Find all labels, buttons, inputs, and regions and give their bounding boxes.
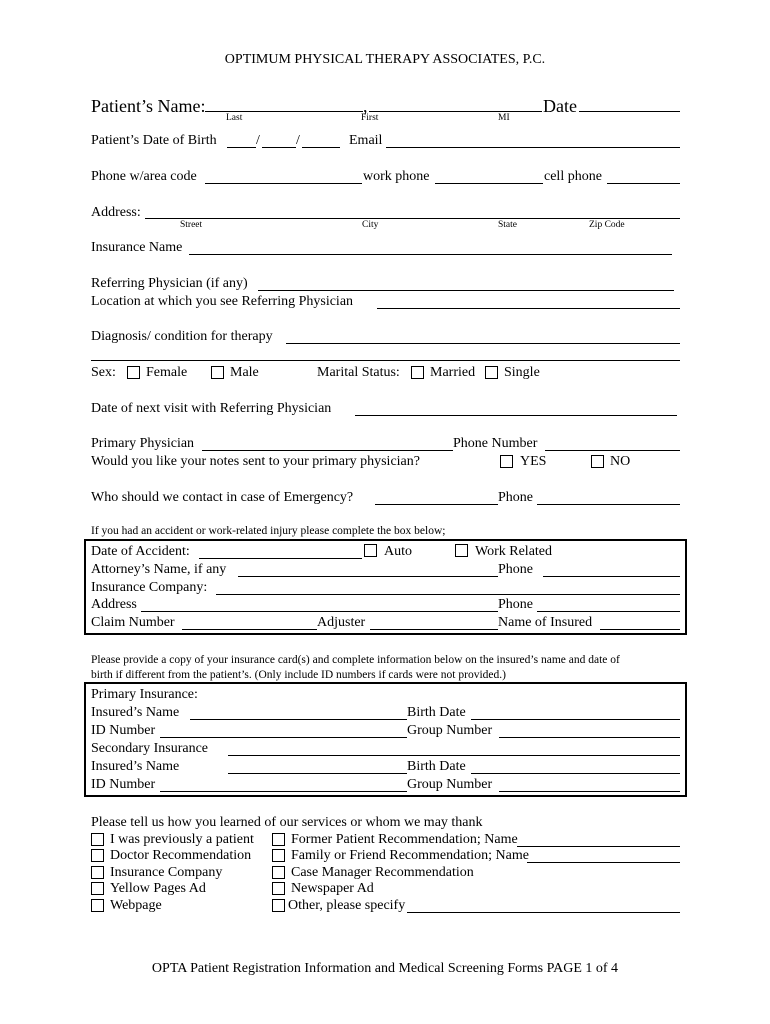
attorney-phone-label: Phone — [498, 562, 533, 577]
notes-no-checkbox[interactable] — [591, 455, 604, 468]
dob-separator: / — [296, 133, 300, 148]
newspaper-checkbox[interactable] — [272, 882, 285, 895]
city-caption: City — [362, 220, 379, 230]
webpage-checkbox[interactable] — [91, 899, 104, 912]
first-caption: First — [361, 113, 379, 123]
accident-date-label: Date of Accident: — [91, 544, 190, 559]
adjuster-label: Adjuster — [317, 615, 366, 630]
birth-date2-label: Birth Date — [407, 759, 466, 774]
accident-address-phone-field[interactable] — [537, 611, 680, 612]
id-number2-field[interactable] — [160, 791, 407, 792]
id-number2-label: ID Number — [91, 777, 156, 792]
name-comma: , — [363, 96, 368, 116]
insurance-intro-line1: Please provide a copy of your insurance card(s) and complete information below on the insured’s name and date of — [91, 654, 620, 666]
accident-date-field[interactable] — [199, 558, 362, 559]
adjuster-field[interactable] — [370, 629, 498, 630]
diagnosis-field-line2[interactable] — [91, 360, 680, 361]
former-patient-label: Former Patient Recommendation; Name — [291, 832, 518, 847]
doctor-recommendation-label: Doctor Recommendation — [110, 848, 252, 863]
last-name-field[interactable] — [205, 111, 363, 112]
insurance-name-label: Insurance Name — [91, 240, 183, 255]
other-specify-field[interactable] — [407, 912, 680, 913]
emergency-label: Who should we contact in case of Emergency? — [91, 490, 354, 505]
name-of-insured-field[interactable] — [600, 629, 680, 630]
other-checkbox[interactable] — [272, 899, 285, 912]
claim-number-field[interactable] — [182, 629, 317, 630]
referral-question: Please tell us how you learned of our services or whom we may thank — [91, 815, 483, 830]
doctor-recommendation-checkbox[interactable] — [91, 849, 104, 862]
primary-physician-field[interactable] — [202, 450, 453, 451]
notes-question: Would you like your notes sent to your primary physician? — [91, 454, 420, 469]
previous-patient-label: I was previously a patient — [110, 832, 254, 847]
street-caption: Street — [180, 220, 203, 230]
accident-address-phone-label: Phone — [498, 597, 533, 612]
next-visit-field[interactable] — [355, 415, 677, 416]
married-checkbox[interactable] — [411, 366, 424, 379]
newspaper-label: Newspaper Ad — [291, 881, 374, 896]
address-field[interactable] — [145, 218, 680, 219]
emergency-phone-field[interactable] — [537, 504, 680, 505]
dob-day-field[interactable] — [262, 147, 296, 148]
emergency-contact-field[interactable] — [375, 504, 498, 505]
dob-separator: / — [256, 133, 260, 148]
primary-insurance-label: Primary Insurance: — [91, 687, 198, 702]
sex-label: Sex: — [91, 365, 116, 380]
dob-label: Patient’s Date of Birth — [91, 133, 217, 148]
insured-name-label: Insured’s Name — [91, 705, 180, 720]
id-number-label: ID Number — [91, 723, 156, 738]
secondary-insurance-field[interactable] — [228, 755, 680, 756]
single-checkbox[interactable] — [485, 366, 498, 379]
insurance-company-field[interactable] — [216, 594, 680, 595]
phone-field[interactable] — [205, 183, 362, 184]
female-label: Female — [146, 365, 188, 380]
claim-number-label: Claim Number — [91, 615, 175, 630]
secondary-insurance-label: Secondary Insurance — [91, 741, 209, 756]
attorney-label: Attorney’s Name, if any — [91, 562, 227, 577]
diagnosis-field[interactable] — [286, 343, 680, 344]
family-friend-label: Family or Friend Recommendation; Name — [291, 848, 529, 863]
insured-name2-field[interactable] — [228, 773, 407, 774]
birth-date-field[interactable] — [471, 719, 680, 720]
primary-physician-label: Primary Physician — [91, 436, 195, 451]
family-friend-name-field[interactable] — [527, 862, 680, 863]
single-label: Single — [504, 365, 540, 380]
date-label: Date — [543, 96, 577, 116]
last-caption: Last — [226, 113, 243, 123]
referring-physician-label: Referring Physician (if any) — [91, 276, 248, 291]
insurance-name-field[interactable] — [189, 254, 672, 255]
date-field[interactable] — [579, 111, 680, 112]
name-of-insured-label: Name of Insured — [498, 615, 593, 630]
first-name-field[interactable] — [369, 111, 542, 112]
phone-label: Phone w/area code — [91, 169, 197, 184]
referring-location-field[interactable] — [377, 308, 680, 309]
attorney-field[interactable] — [238, 576, 498, 577]
insurance-company-option-label: Insurance Company — [110, 865, 223, 880]
accident-intro: If you had an accident or work-related injury please complete the box below; — [91, 525, 446, 537]
id-number-field[interactable] — [160, 737, 407, 738]
referring-physician-field[interactable] — [258, 290, 674, 291]
group-number-label: Group Number — [407, 723, 493, 738]
dob-year-field[interactable] — [302, 147, 340, 148]
webpage-label: Webpage — [110, 898, 162, 913]
yellow-pages-checkbox[interactable] — [91, 882, 104, 895]
insured-name2-label: Insured’s Name — [91, 759, 180, 774]
cell-phone-field[interactable] — [607, 183, 680, 184]
notes-yes-checkbox[interactable] — [500, 455, 513, 468]
emergency-phone-label: Phone — [498, 490, 533, 505]
case-manager-checkbox[interactable] — [272, 866, 285, 879]
previous-patient-checkbox[interactable] — [91, 833, 104, 846]
male-checkbox[interactable] — [211, 366, 224, 379]
female-checkbox[interactable] — [127, 366, 140, 379]
former-patient-name-field[interactable] — [517, 846, 680, 847]
notes-yes-label: YES — [520, 454, 547, 469]
address-label: Address: — [91, 205, 141, 220]
accident-address-field[interactable] — [141, 611, 498, 612]
work-phone-label: work phone — [363, 169, 430, 184]
birth-date-label: Birth Date — [407, 705, 466, 720]
notes-no-label: NO — [610, 454, 631, 469]
case-manager-label: Case Manager Recommendation — [291, 865, 474, 880]
attorney-phone-field[interactable] — [543, 576, 680, 577]
work-related-label: Work Related — [475, 544, 553, 559]
marital-status-label: Marital Status: — [317, 365, 400, 380]
auto-label: Auto — [384, 544, 412, 559]
work-related-checkbox[interactable] — [455, 544, 468, 557]
group-number2-label: Group Number — [407, 777, 493, 792]
form-title: OPTIMUM PHYSICAL THERAPY ASSOCIATES, P.C. — [224, 52, 546, 67]
work-phone-field[interactable] — [435, 183, 543, 184]
yellow-pages-label: Yellow Pages Ad — [110, 881, 206, 896]
next-visit-label: Date of next visit with Referring Physician — [91, 401, 332, 416]
state-caption: State — [498, 220, 517, 230]
former-patient-checkbox[interactable] — [272, 833, 285, 846]
group-number-field[interactable] — [499, 737, 680, 738]
pp-phone-field[interactable] — [545, 450, 680, 451]
other-label: Other, please specify — [288, 898, 406, 913]
male-label: Male — [230, 365, 259, 380]
mi-caption: MI — [498, 113, 510, 123]
birth-date2-field[interactable] — [471, 773, 680, 774]
zip-caption: Zip Code — [589, 220, 625, 230]
family-friend-checkbox[interactable] — [272, 849, 285, 862]
diagnosis-label: Diagnosis/ condition for therapy — [91, 329, 273, 344]
insured-name-field[interactable] — [190, 719, 407, 720]
referring-location-label: Location at which you see Referring Physician — [91, 294, 354, 309]
email-field[interactable] — [386, 147, 680, 148]
auto-checkbox[interactable] — [364, 544, 377, 557]
page-footer: OPTA Patient Registration Information and Medical Screening Forms PAGE 1 of 4 — [151, 961, 619, 976]
dob-month-field[interactable] — [227, 147, 256, 148]
insurance-intro-line2: birth if different from the patient’s. (Only include ID numbers if cards were not provided.) — [91, 669, 506, 681]
insurance-company-label: Insurance Company: — [91, 580, 208, 595]
insurance-company-checkbox[interactable] — [91, 866, 104, 879]
group-number2-field[interactable] — [499, 791, 680, 792]
married-label: Married — [430, 365, 476, 380]
cell-phone-label: cell phone — [544, 169, 602, 184]
pp-phone-label: Phone Number — [453, 436, 538, 451]
email-label: Email — [349, 133, 383, 148]
patient-name-label: Patient’s Name: — [91, 96, 206, 116]
accident-address-label: Address — [91, 597, 137, 612]
